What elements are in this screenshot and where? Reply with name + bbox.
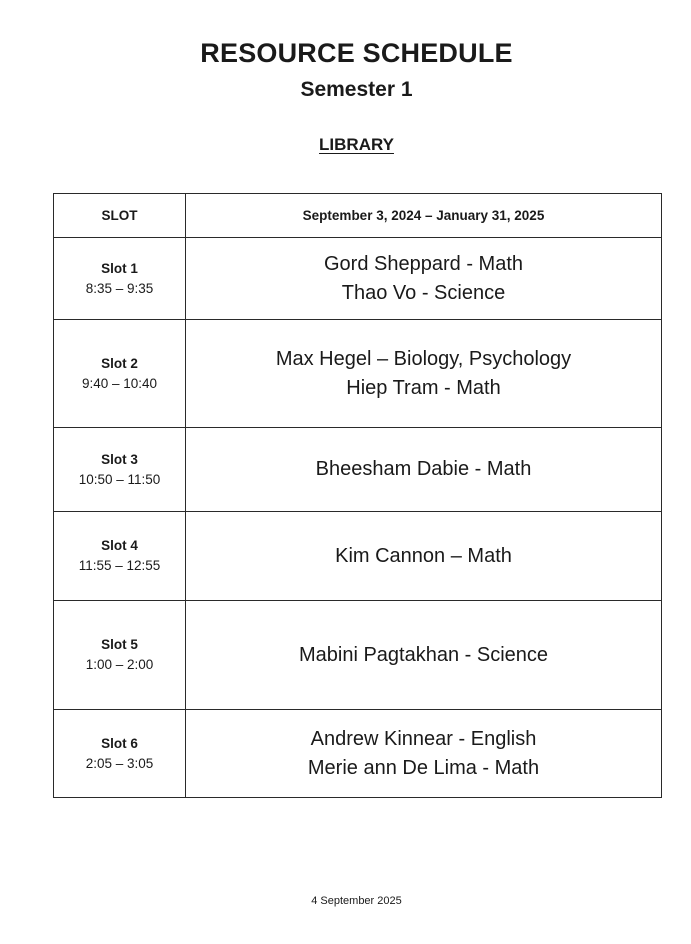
slot-label: Slot 5 xyxy=(101,637,138,652)
document-title: RESOURCE SCHEDULE xyxy=(200,38,513,68)
slot-cell xyxy=(54,601,186,710)
table-row xyxy=(54,601,662,710)
location-label: LIBRARY xyxy=(319,135,394,154)
slot-time: 10:50 – 11:50 xyxy=(78,471,161,487)
slot-label: Slot 1 xyxy=(101,260,138,276)
table-row xyxy=(54,710,662,798)
teacher-entry: Max Hegel – Biology, Psychology xyxy=(275,347,572,370)
teacher-entry: Hiep Tram - Math xyxy=(346,376,501,399)
slot-cell xyxy=(54,320,186,428)
document-subtitle: Semester 1 xyxy=(300,78,413,101)
slot-time: 8:35 – 9:35 xyxy=(85,280,154,296)
teacher-entry: Kim Cannon – Math xyxy=(335,544,512,567)
slot-time: 2:05 – 3:05 xyxy=(85,755,154,771)
footer-date: 4 September 2025 xyxy=(311,895,402,907)
slot-cell xyxy=(54,512,186,601)
table-row xyxy=(54,512,662,601)
slot-label: Slot 3 xyxy=(101,451,138,467)
teacher-entry: Bheesham Dabie - Math xyxy=(315,458,532,480)
slot-cell xyxy=(54,428,186,512)
slot-cell xyxy=(54,238,186,320)
teacher-entry: Andrew Kinnear - English xyxy=(310,727,537,750)
teacher-cell xyxy=(186,512,662,601)
teacher-cell xyxy=(186,710,662,798)
teacher-cell xyxy=(186,601,662,710)
slot-label: Slot 6 xyxy=(101,735,138,751)
location-heading xyxy=(0,135,691,155)
table-row xyxy=(54,428,662,512)
teacher-entry: Thao Vo - Science xyxy=(341,281,506,304)
table-row xyxy=(54,238,662,320)
slot-cell xyxy=(54,710,186,798)
teacher-cell xyxy=(186,238,662,320)
teacher-entry: Merie ann De Lima - Math xyxy=(307,756,540,779)
slot-label: Slot 2 xyxy=(101,355,138,371)
teacher-cell xyxy=(186,428,662,512)
teacher-entry: Mabini Pagtakhan - Science xyxy=(298,643,549,666)
slot-time: 9:40 – 10:40 xyxy=(81,375,158,391)
table-row xyxy=(54,320,662,428)
slot-time: 1:00 – 2:00 xyxy=(85,657,154,672)
column-header-slot: SLOT xyxy=(54,194,186,238)
column-header-dates: September 3, 2024 – January 31, 2025 xyxy=(186,194,662,238)
table-header-row xyxy=(54,194,662,238)
slot-label: Slot 4 xyxy=(101,538,138,553)
teacher-cell xyxy=(186,320,662,428)
schedule-table xyxy=(53,193,662,798)
slot-time: 11:55 – 12:55 xyxy=(78,558,161,573)
teacher-entry: Gord Sheppard - Math xyxy=(324,252,523,275)
